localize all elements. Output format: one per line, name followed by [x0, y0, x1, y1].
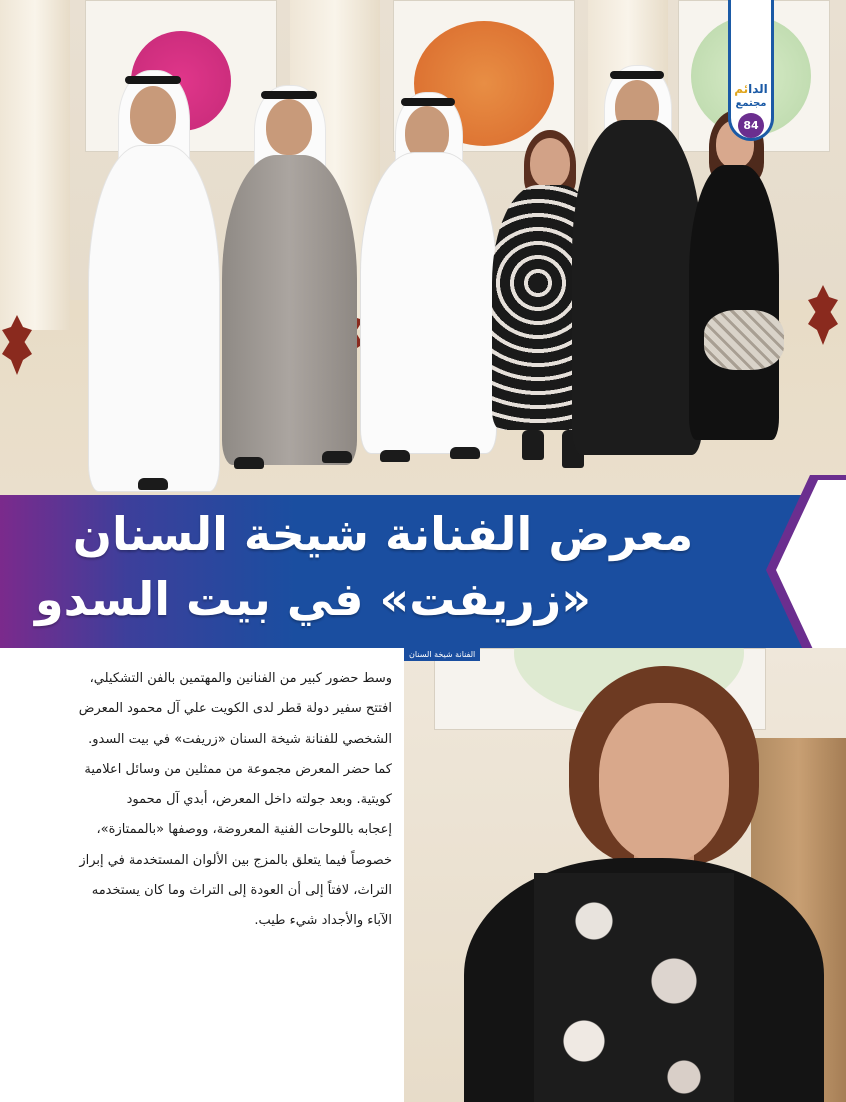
section-label: مجتمع	[735, 98, 767, 109]
article-line: التراث، لافتاً إلى أن العودة إلى التراث وما كان يستخدمه	[91, 883, 392, 899]
article-line: افتتح سفير دولة قطر لدى الكويت علي آل محمود المعرض	[78, 701, 392, 717]
person-5	[572, 65, 702, 460]
article-body	[40, 664, 392, 937]
person-3	[360, 92, 495, 467]
logo-text-part-a: الدا	[748, 82, 768, 96]
artist-portrait	[404, 648, 846, 1102]
article-line: إعجابه باللوحات الفنية المعروضة، ووصفها «بالممتازة»،	[96, 822, 392, 838]
article-line: وسط حضور كبير من الفنانين والمهتمين بالفن التشكيلي،	[89, 671, 392, 686]
portrait-face	[599, 703, 729, 863]
snake-print-handbag	[704, 310, 784, 370]
headline-line-2: «زريفت» في بيت السدو	[35, 572, 591, 626]
logo-text-part-b: ئم	[734, 82, 749, 96]
pillar-left	[0, 0, 70, 330]
portrait-caption: الفنانة شيخة السنان	[404, 648, 480, 661]
person-6	[684, 110, 784, 470]
magazine-logo-badge	[731, 0, 771, 138]
article-line: خصوصاً فيما يتعلق بالمزج بين الألوان المستخدمة في إبراز	[79, 852, 392, 868]
article-line: الشخصي للفنانة شيخة السنان «زريفت» في بيت السدو.	[88, 731, 392, 747]
article-line: الآباء والأجداد شيء طيب.	[254, 913, 392, 929]
person-1	[88, 70, 218, 495]
group-photo	[0, 0, 846, 495]
page-number: 84	[738, 113, 764, 138]
headline-line-1: معرض الفنانة شيخة السنان	[72, 507, 694, 561]
portrait-blouse-pattern	[534, 873, 734, 1102]
article-line: كما حضر المعرض مجموعة من ممثلين من وسائل اعلامية	[84, 761, 392, 777]
person-2	[222, 85, 357, 470]
magazine-logo	[734, 82, 768, 96]
article-line: كويتية. وبعد جولته داخل المعرض، أبدي آل محمود	[126, 792, 392, 808]
